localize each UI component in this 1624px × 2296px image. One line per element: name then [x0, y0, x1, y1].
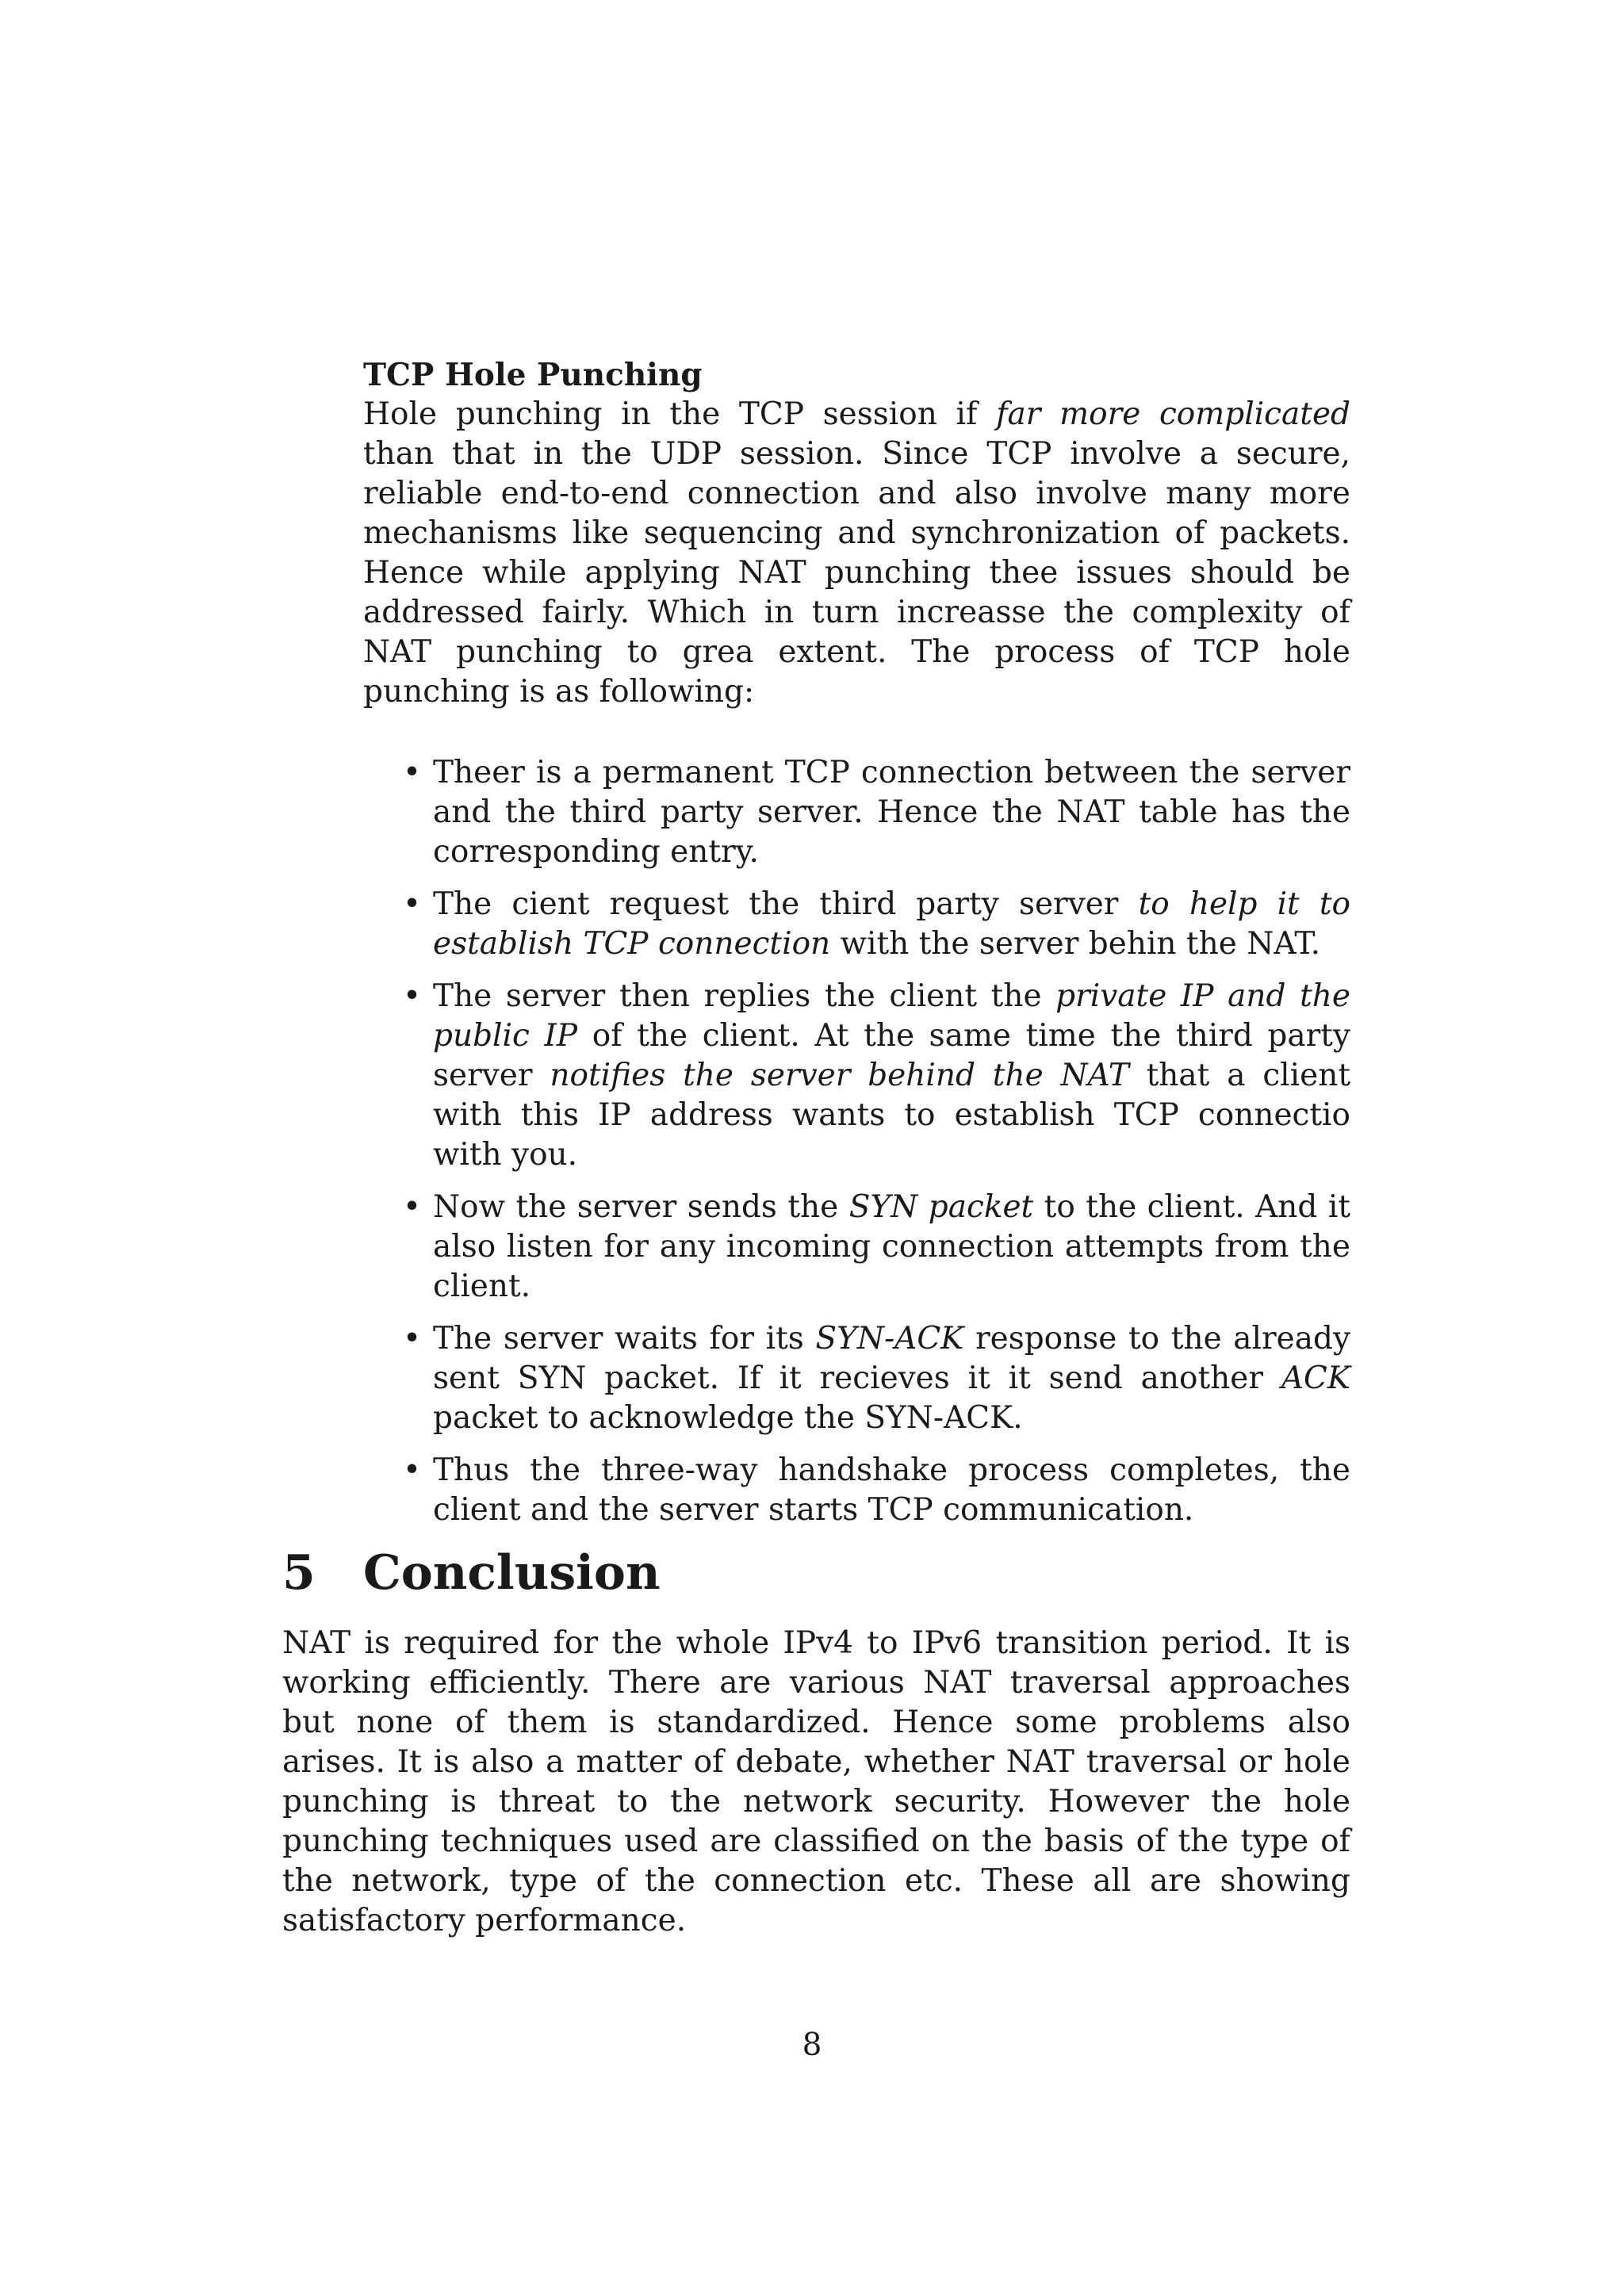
intro-emphasis: far more complicated — [996, 396, 1350, 432]
bullet-icon: • — [403, 978, 422, 1014]
bullet-icon: • — [403, 1321, 422, 1357]
list-item-emphasis: ACK — [1281, 1360, 1350, 1396]
list-item — [403, 977, 1350, 1175]
subsection-title: TCP Hole Punching — [363, 357, 703, 393]
list-item-text: The server then replies the client the — [433, 978, 1056, 1014]
list-item — [403, 1451, 1350, 1530]
conclusion-paragraph: NAT is required for the whole IPv4 to IPv6 transition period. It is working efficiently. There are various NAT traversal approaches but none of them is standardized. Hence some problems also arises. It is also a matter of debate, whether NAT traversal or hole punching is threat to the network security. However the hole punching techniques used are classified on the basis of the type of the network, type of the connection etc. These all are showing satisfactory performance. — [282, 1625, 1350, 1938]
list-item-emphasis: to help it to establish TCP connection — [433, 886, 1350, 962]
section-number: 5 — [282, 1545, 316, 1601]
bullet-icon: • — [403, 1189, 422, 1225]
list-item-text: Theer is a permanent TCP connection between the server and the third party server. Hence the NAT table has the corresponding entry. — [433, 755, 1350, 870]
list-item-text: of the client. At the same time the third party server — [433, 1018, 1350, 1093]
list-item-text: with the server behin the NAT. — [830, 926, 1321, 962]
section-heading — [282, 1544, 1350, 1601]
intro-paragraph — [363, 395, 1350, 712]
list-item-text: Now the server sends the — [433, 1189, 849, 1225]
list-item-text: The cient request the third party server — [433, 886, 1139, 922]
list-item — [403, 1319, 1350, 1438]
bullet-icon: • — [403, 1452, 422, 1488]
intro-text-2: than that in the UDP session. Since TCP involve a secure, reliable end-to-end connection and also involve many more mechanisms like sequencing and synchronization of packets. Hence while applying NAT punching thee issues should be addressed fairly. Which in turn increasse the complexity of NAT punching to grea extent. The process of TCP hole punching is as following: — [363, 436, 1350, 710]
list-item-text: to the client. And it also listen for any incoming connection attempts from the client. — [433, 1189, 1350, 1304]
list-item — [403, 1188, 1350, 1307]
intro-text-1: Hole punching in the TCP session if — [363, 396, 997, 432]
list-item-emphasis: SYN packet — [848, 1189, 1034, 1225]
list-item — [403, 885, 1350, 964]
list-item-text: packet to acknowledge the SYN-ACK. — [433, 1400, 1023, 1436]
list-item-text: response to the already sent SYN packet. If it recieves it it send another — [433, 1321, 1350, 1396]
tcp-hole-punching-subsection — [363, 355, 1350, 1543]
list-item-emphasis: SYN-ACK — [815, 1321, 964, 1357]
bullet-icon: • — [403, 755, 422, 790]
section-title: Conclusion — [363, 1545, 661, 1601]
list-item-emphasis: notifies the server behind the NAT — [550, 1058, 1129, 1093]
list-item — [403, 753, 1350, 872]
list-item-text: The server waits for its — [433, 1321, 816, 1357]
list-item-text: Thus the three-way handshake process completes, the client and the server starts TCP communication. — [433, 1452, 1350, 1528]
page-number: 8 — [802, 2027, 822, 2063]
process-bullet-list — [363, 753, 1350, 1530]
list-item-text: that a client with this IP address wants to establish TCP connectio with you. — [433, 1058, 1350, 1173]
bullet-icon: • — [403, 886, 422, 922]
list-item-emphasis: private IP and the public IP — [433, 978, 1350, 1054]
conclusion-section — [282, 1544, 1350, 1941]
